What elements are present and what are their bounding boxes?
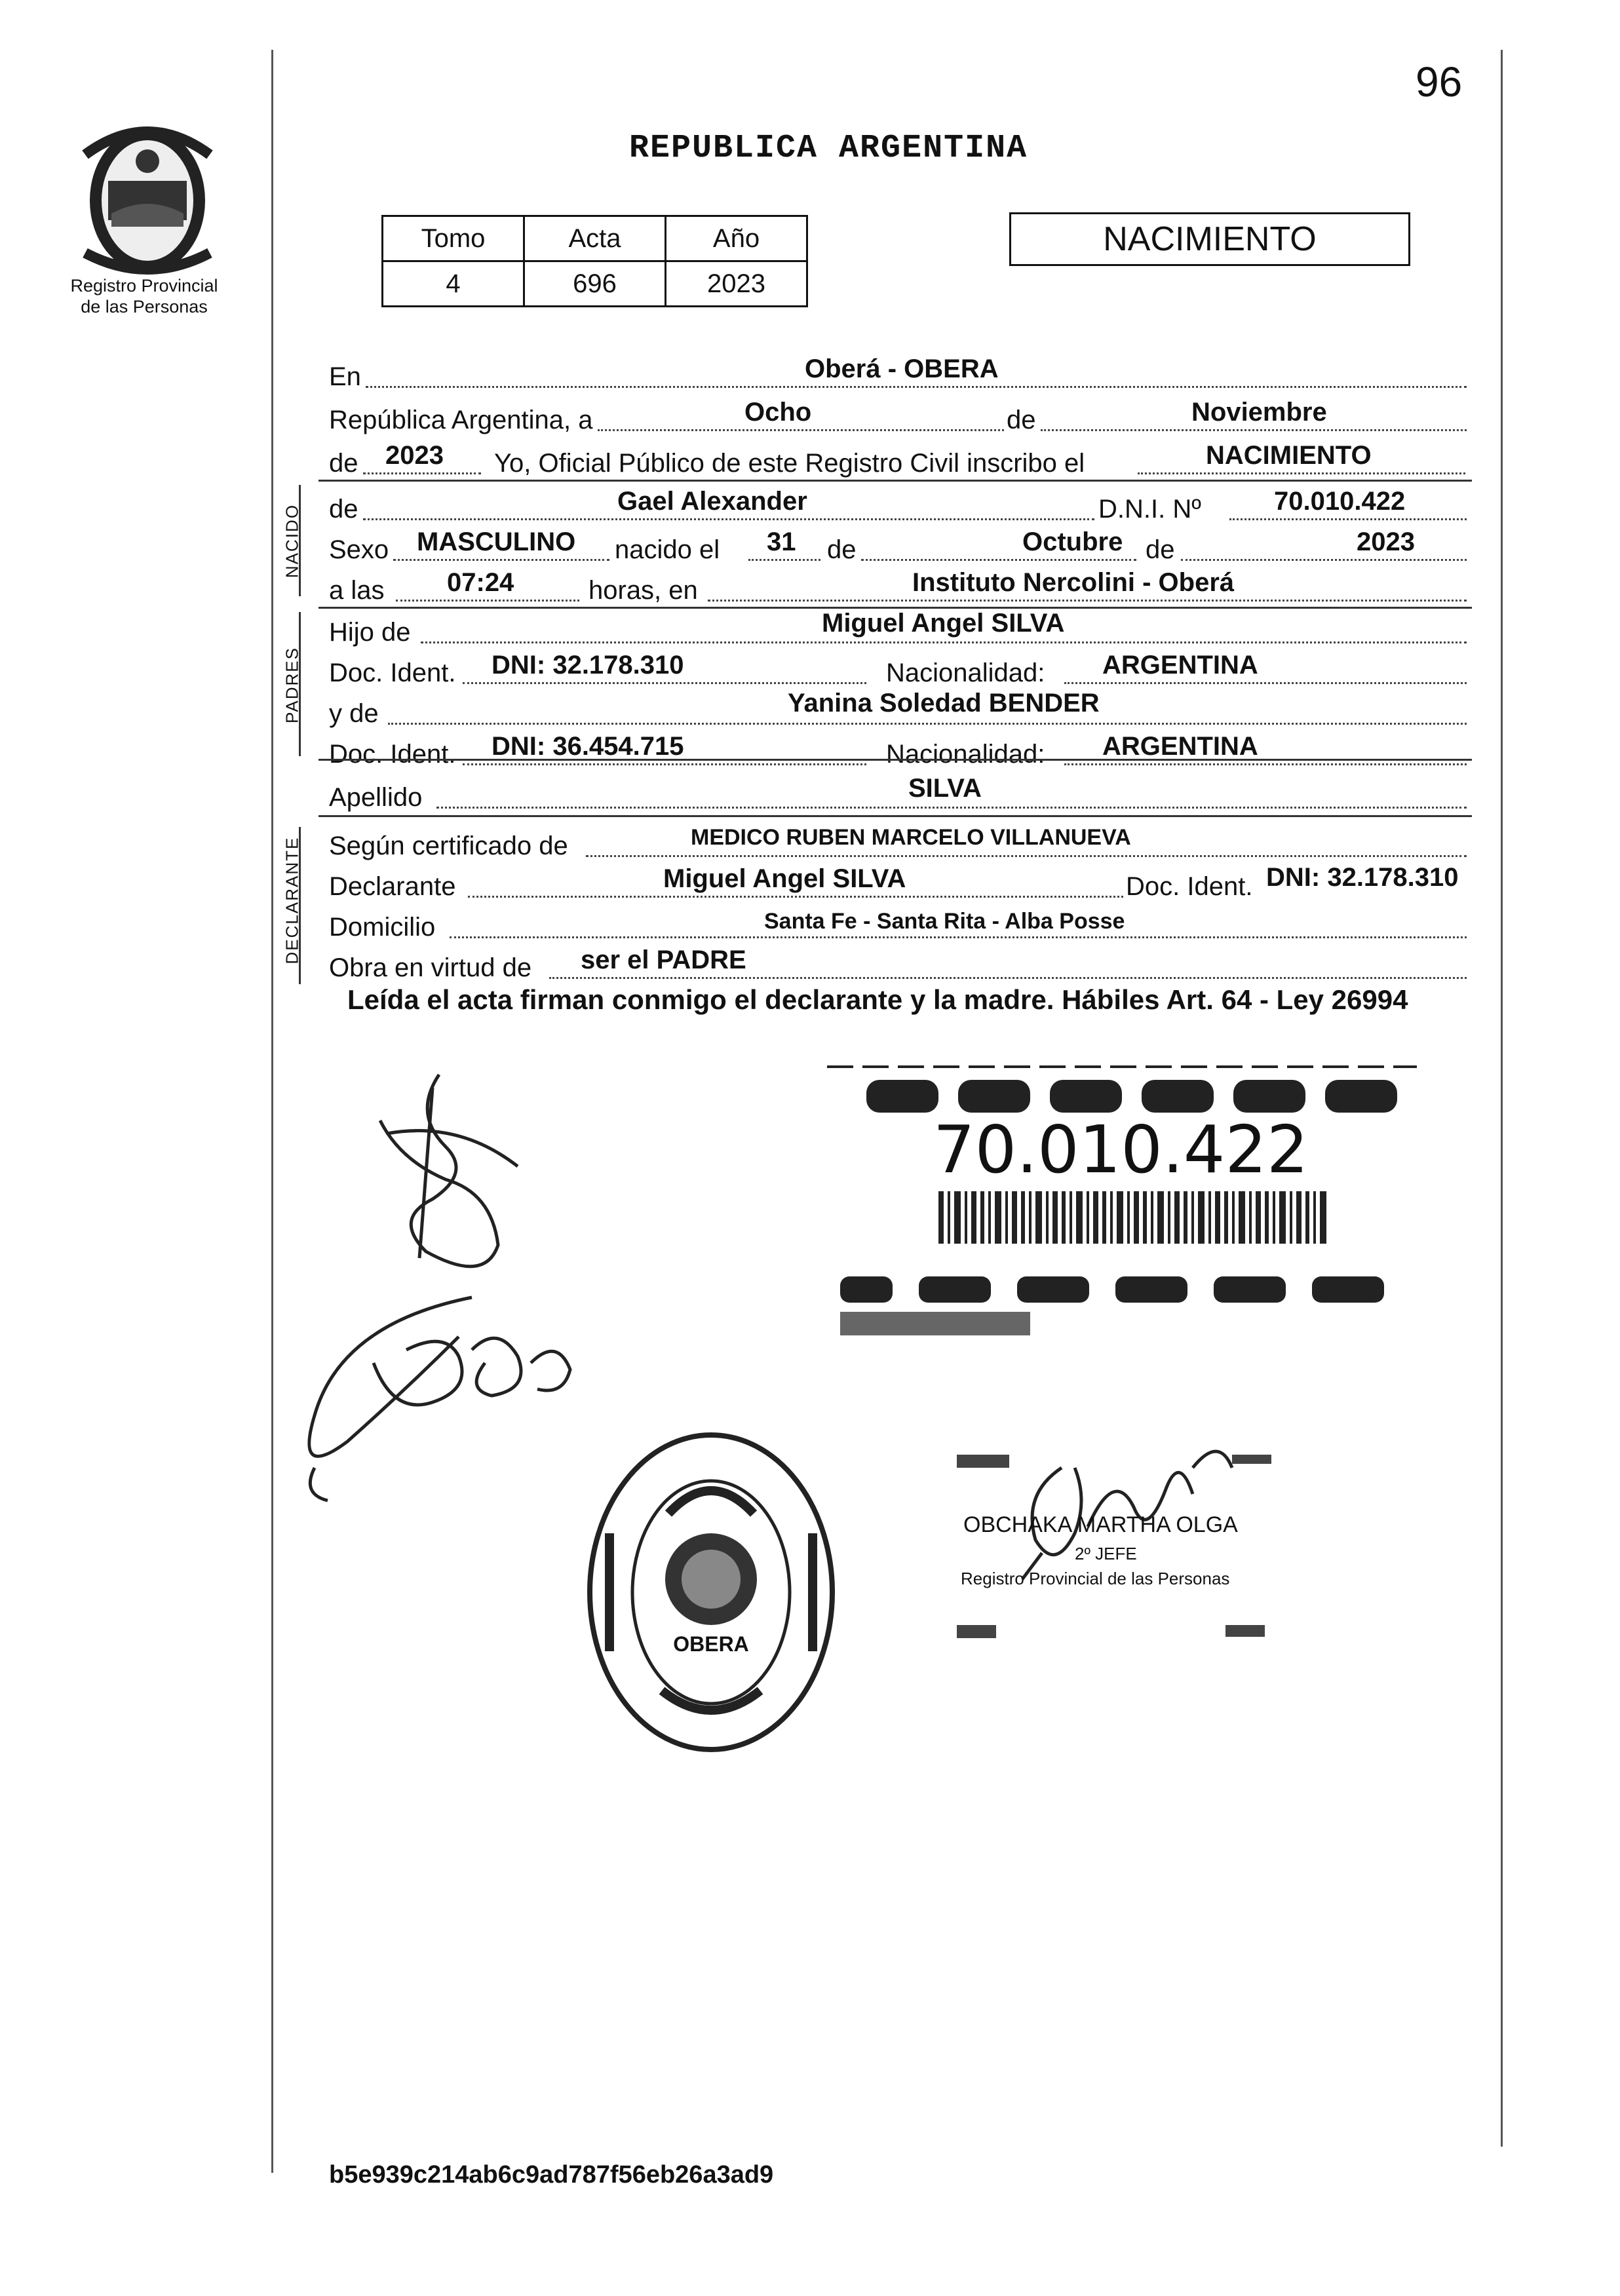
label-domicilio: Domicilio bbox=[329, 913, 436, 942]
record-type-box: NACIMIENTO bbox=[1009, 212, 1410, 266]
dni-stamp-number: 70.010.422 bbox=[933, 1111, 1309, 1188]
value-madre-doc: DNI: 36.454.715 bbox=[492, 732, 684, 761]
label-oficial: Yo, Oficial Público de este Registro Civil inscribo el bbox=[494, 449, 1085, 478]
section-label-born: NACIDO bbox=[282, 503, 302, 579]
register-header-anio: Año bbox=[666, 216, 807, 261]
label-y-de: y de bbox=[329, 699, 379, 728]
value-lugar: Oberá - OBERA bbox=[805, 354, 999, 383]
row-oficial bbox=[329, 438, 1469, 481]
label-declarante: Declarante bbox=[329, 872, 456, 901]
dots bbox=[1041, 429, 1467, 431]
right-margin-line bbox=[1501, 50, 1503, 2147]
dots bbox=[1064, 763, 1467, 765]
register-header-acta: Acta bbox=[524, 216, 666, 261]
row-declarante bbox=[329, 861, 1469, 904]
separator-1 bbox=[318, 480, 1472, 482]
value-hora: 07:24 bbox=[447, 568, 514, 597]
province-coat-of-arms-icon bbox=[72, 115, 223, 279]
value-padre-nacionalidad: ARGENTINA bbox=[1102, 651, 1258, 679]
row-madre bbox=[329, 688, 1469, 731]
label-republica: República Argentina, a bbox=[329, 406, 593, 434]
label-en: En bbox=[329, 362, 361, 391]
dots bbox=[363, 472, 481, 474]
row-certificado bbox=[329, 820, 1469, 864]
dots bbox=[1138, 472, 1465, 474]
svg-text:OBERA: OBERA bbox=[673, 1632, 749, 1656]
label-doc-ident-2: Doc. Ident. bbox=[329, 740, 456, 769]
dots bbox=[463, 682, 866, 684]
official-name: OBCHAKA MARTHA OLGA bbox=[963, 1512, 1238, 1537]
register-table bbox=[381, 215, 808, 307]
row-padre-doc bbox=[329, 647, 1469, 691]
logo-caption-line2: de las Personas bbox=[81, 297, 208, 316]
dots bbox=[393, 559, 609, 561]
left-margin-line bbox=[271, 50, 273, 2173]
label-de-anio: de bbox=[1146, 535, 1175, 564]
dni-stamp-frame-icon bbox=[827, 1060, 1430, 1335]
value-dni: 70.010.422 bbox=[1274, 487, 1406, 516]
value-mes-inscripcion: Noviembre bbox=[1191, 398, 1327, 427]
value-anio-inscripcion: 2023 bbox=[385, 441, 444, 470]
dots bbox=[468, 896, 1123, 898]
label-de-year: de bbox=[329, 449, 358, 478]
label-nacionalidad: Nacionalidad: bbox=[886, 659, 1045, 687]
value-anio-nacimiento: 2023 bbox=[1357, 527, 1415, 556]
dots bbox=[549, 977, 1467, 979]
country-title: REPUBLICA ARGENTINA bbox=[629, 130, 1028, 167]
row-hora bbox=[329, 565, 1469, 608]
value-dia-inscripcion: Ocho bbox=[744, 398, 812, 427]
dots bbox=[1229, 518, 1467, 520]
page-number: 96 bbox=[1416, 58, 1463, 105]
row-sexo bbox=[329, 524, 1469, 567]
row-madre-doc bbox=[329, 729, 1469, 772]
label-obra: Obra en virtud de bbox=[329, 953, 532, 982]
label-de-name: de bbox=[329, 495, 358, 524]
row-domicilio bbox=[329, 902, 1469, 945]
section-label-parents: PADRES bbox=[282, 647, 302, 723]
official-office: Registro Provincial de las Personas bbox=[961, 1569, 1230, 1588]
value-sexo: MASCULINO bbox=[417, 527, 576, 556]
register-value-acta: 696 bbox=[524, 261, 666, 307]
register-header-row bbox=[383, 216, 807, 261]
dots bbox=[748, 559, 820, 561]
document-hash: b5e939c214ab6c9ad787f56eb26a3ad9 bbox=[329, 2161, 774, 2189]
label-nacido-el: nacido el bbox=[615, 535, 720, 564]
dots bbox=[436, 807, 1467, 809]
dots bbox=[366, 386, 1467, 388]
label-nacionalidad-2: Nacionalidad: bbox=[886, 740, 1045, 769]
row-republica bbox=[329, 394, 1469, 438]
official-role: 2º JEFE bbox=[1075, 1544, 1137, 1563]
value-apellido: SILVA bbox=[908, 774, 982, 803]
register-header-tomo: Tomo bbox=[383, 216, 524, 261]
label-de-mes: de bbox=[827, 535, 857, 564]
dots bbox=[463, 763, 866, 765]
dots bbox=[396, 600, 579, 602]
register-value-row bbox=[383, 261, 807, 307]
dots bbox=[450, 936, 1467, 938]
dots bbox=[1181, 559, 1467, 561]
label-de-month: de bbox=[1007, 406, 1036, 434]
logo-caption bbox=[46, 275, 242, 317]
dots bbox=[586, 855, 1467, 857]
dots bbox=[421, 641, 1467, 643]
dots bbox=[363, 518, 1094, 520]
separator-3 bbox=[318, 759, 1472, 761]
official-signature-block bbox=[944, 1428, 1311, 1671]
value-tipo: NACIMIENTO bbox=[1206, 441, 1372, 470]
section-label-declarant: DECLARANTE bbox=[282, 836, 302, 965]
label-dni-no: D.N.I. Nº bbox=[1098, 495, 1201, 524]
value-declarante: Miguel Angel SILVA bbox=[663, 864, 906, 893]
row-obra bbox=[329, 942, 1469, 985]
dots bbox=[861, 559, 1136, 561]
register-value-tomo: 4 bbox=[383, 261, 524, 307]
value-mes-nacimiento: Octubre bbox=[1022, 527, 1123, 556]
value-declarante-doc: DNI: 32.178.310 bbox=[1266, 863, 1459, 892]
value-obra: ser el PADRE bbox=[581, 946, 746, 974]
value-dia-nacimiento: 31 bbox=[767, 527, 796, 556]
label-apellido: Apellido bbox=[329, 783, 423, 812]
value-madre-nacionalidad: ARGENTINA bbox=[1102, 732, 1258, 761]
dni-stamp bbox=[827, 1060, 1430, 1335]
label-a-las: a las bbox=[329, 576, 385, 605]
dots bbox=[708, 600, 1467, 602]
closing-text: Leída el acta firman conmigo el declarante y la madre. Hábiles Art. 64 - Ley 26994 bbox=[347, 984, 1408, 1015]
dots bbox=[388, 723, 1467, 725]
row-apellido bbox=[329, 772, 1469, 815]
value-padre: Miguel Angel SILVA bbox=[822, 609, 1065, 638]
value-padre-doc: DNI: 32.178.310 bbox=[492, 651, 684, 679]
value-nombre: Gael Alexander bbox=[617, 487, 807, 516]
label-segun: Según certificado de bbox=[329, 832, 568, 860]
value-domicilio: Santa Fe - Santa Rita - Alba Posse bbox=[764, 909, 1125, 934]
dots bbox=[1064, 682, 1467, 684]
row-padre bbox=[329, 607, 1469, 650]
logo-caption-line1: Registro Provincial bbox=[70, 276, 218, 296]
value-certificado: MEDICO RUBEN MARCELO VILLANUEVA bbox=[691, 825, 1131, 850]
row-en bbox=[329, 351, 1469, 394]
row-nombre bbox=[329, 484, 1469, 527]
register-value-anio: 2023 bbox=[666, 261, 807, 307]
label-doc-ident-3: Doc. Ident. bbox=[1126, 872, 1253, 901]
label-horas-en: horas, en bbox=[588, 576, 698, 605]
value-madre: Yanina Soledad BENDER bbox=[788, 689, 1100, 718]
label-doc-ident: Doc. Ident. bbox=[329, 659, 456, 687]
separator-4 bbox=[318, 815, 1472, 817]
label-hijo-de: Hijo de bbox=[329, 618, 411, 647]
dots bbox=[598, 429, 1004, 431]
office-seal-icon bbox=[583, 1428, 839, 1756]
value-lugar-nacimiento: Instituto Nercolini - Oberá bbox=[912, 568, 1235, 597]
label-sexo: Sexo bbox=[329, 535, 389, 564]
